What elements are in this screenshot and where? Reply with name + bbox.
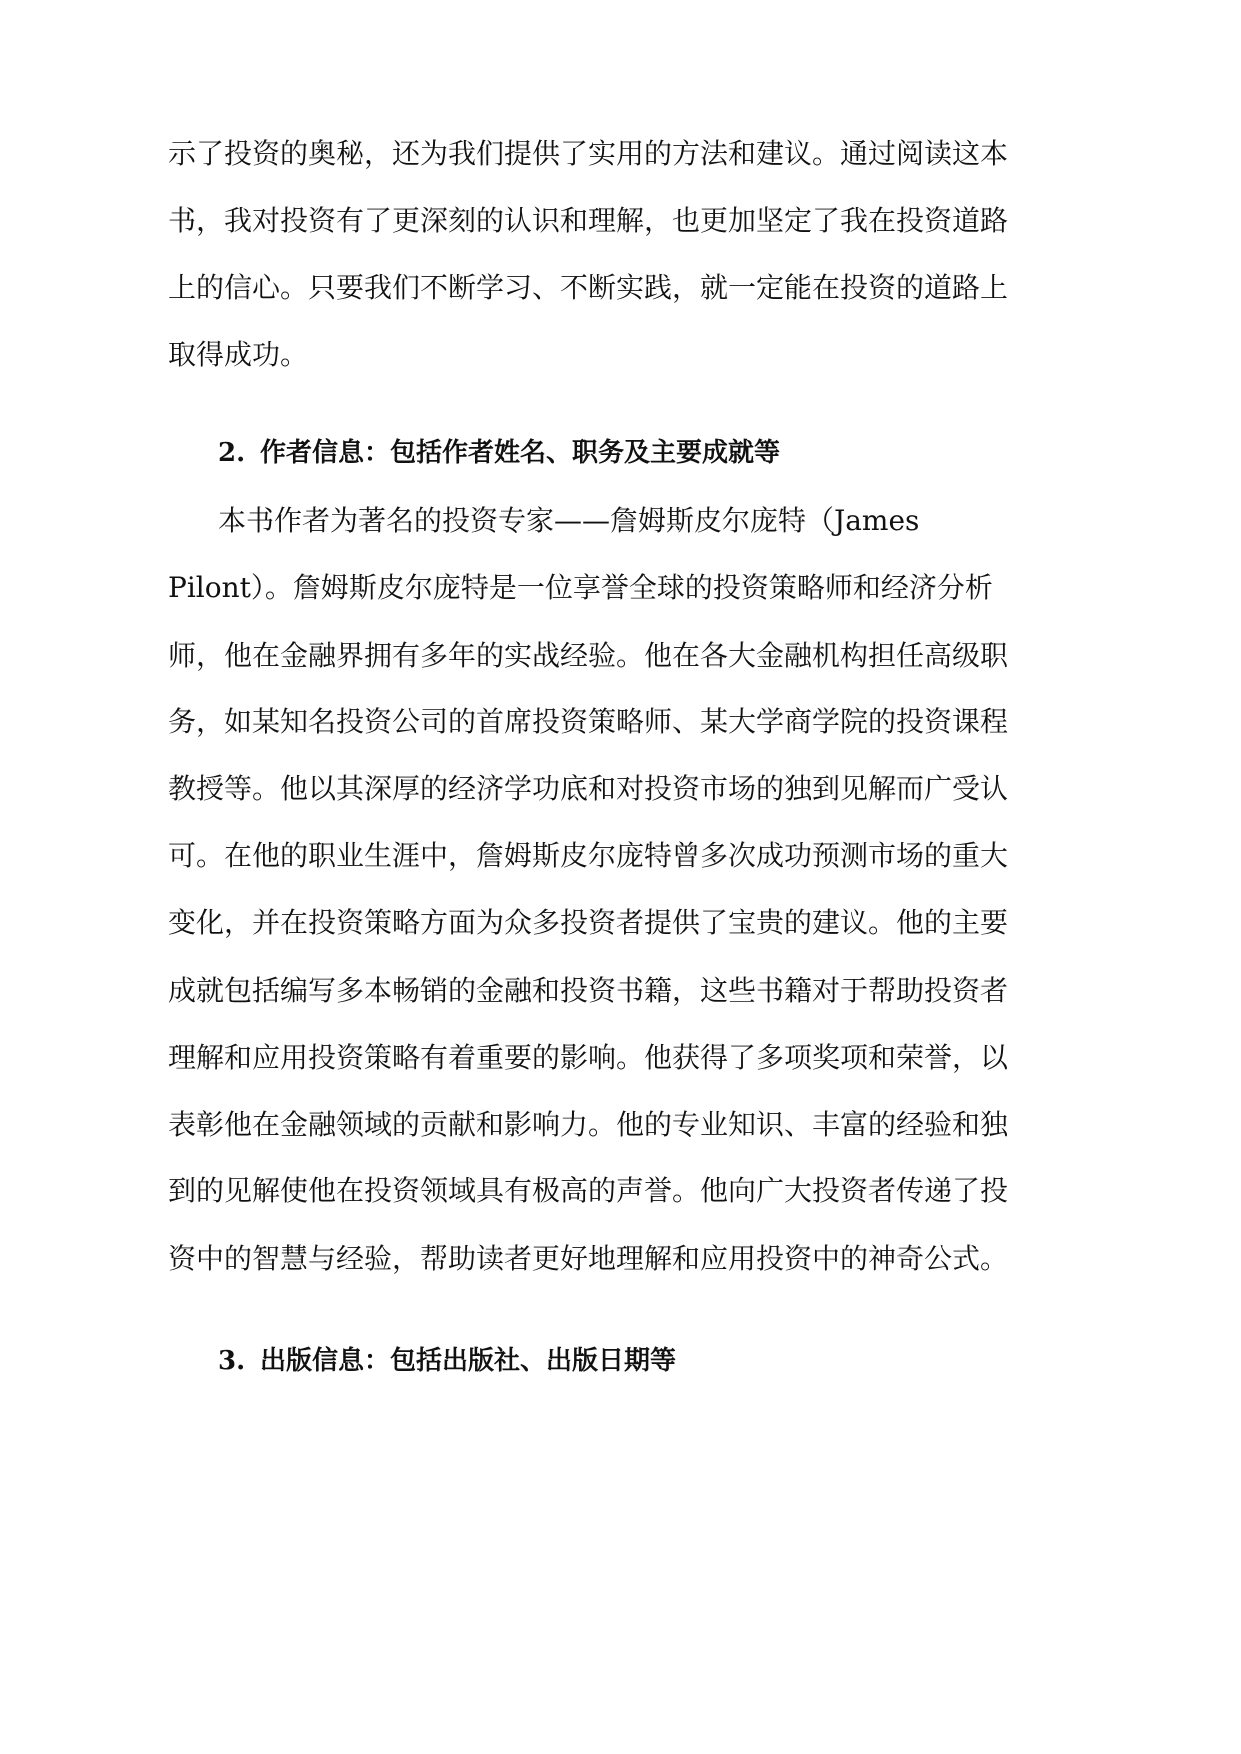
paragraph-line: 务，如某知名投资公司的首席投资策略师、某大学商学院的投资课程 xyxy=(168,705,1009,738)
paragraph-line: 师，他在金融界拥有多年的实战经验。他在各大金融机构担任高级职 xyxy=(168,639,1009,672)
paragraph-line: 成就包括编写多本畅销的金融和投资书籍，这些书籍对于帮助投资者 xyxy=(168,974,1009,1007)
paragraph-line: 取得成功。 xyxy=(168,338,309,371)
section-heading-3 xyxy=(218,1343,676,1379)
paragraph-line: 可。在他的职业生涯中，詹姆斯皮尔庞特曾多次成功预测市场的重大 xyxy=(168,839,1009,872)
section-title: 作者信息：包括作者姓名、职务及主要成就等 xyxy=(260,438,781,468)
paragraph-line: 资中的智慧与经验，帮助读者更好地理解和应用投资中的神奇公式。 xyxy=(168,1242,1009,1275)
section-number: 3. xyxy=(218,1346,246,1376)
section-number: 2. xyxy=(218,438,246,468)
paragraph-line: 书，我对投资有了更深刻的认识和理解，也更加坚定了我在投资道路 xyxy=(168,204,1009,237)
paragraph-line: 到的见解使他在投资领域具有极高的声誉。他向广大投资者传递了投 xyxy=(168,1174,1009,1207)
section-title: 出版信息：包括出版社、出版日期等 xyxy=(260,1346,677,1376)
paragraph-line: 教授等。他以其深厚的经济学功底和对投资市场的独到见解而广受认 xyxy=(168,772,1009,805)
paragraph-line: 理解和应用投资策略有着重要的影响。他获得了多项奖项和荣誉，以 xyxy=(168,1041,1009,1074)
paragraph-line: 变化，并在投资策略方面为众多投资者提供了宝贵的建议。他的主要 xyxy=(168,906,1009,939)
paragraph-line: Pilont）。詹姆斯皮尔庞特是一位享誉全球的投资策略师和经济分析 xyxy=(168,571,993,604)
paragraph-line: 表彰他在金融领域的贡献和影响力。他的专业知识、丰富的经验和独 xyxy=(168,1108,1009,1141)
paragraph-line: 上的信心。只要我们不断学习、不断实践，就一定能在投资的道路上 xyxy=(168,271,1009,304)
paragraph-line: 示了投资的奥秘，还为我们提供了实用的方法和建议。通过阅读这本 xyxy=(168,137,1009,170)
paragraph-line: 本书作者为著名的投资专家——詹姆斯皮尔庞特（James xyxy=(218,504,920,537)
section-heading-2 xyxy=(218,435,780,471)
